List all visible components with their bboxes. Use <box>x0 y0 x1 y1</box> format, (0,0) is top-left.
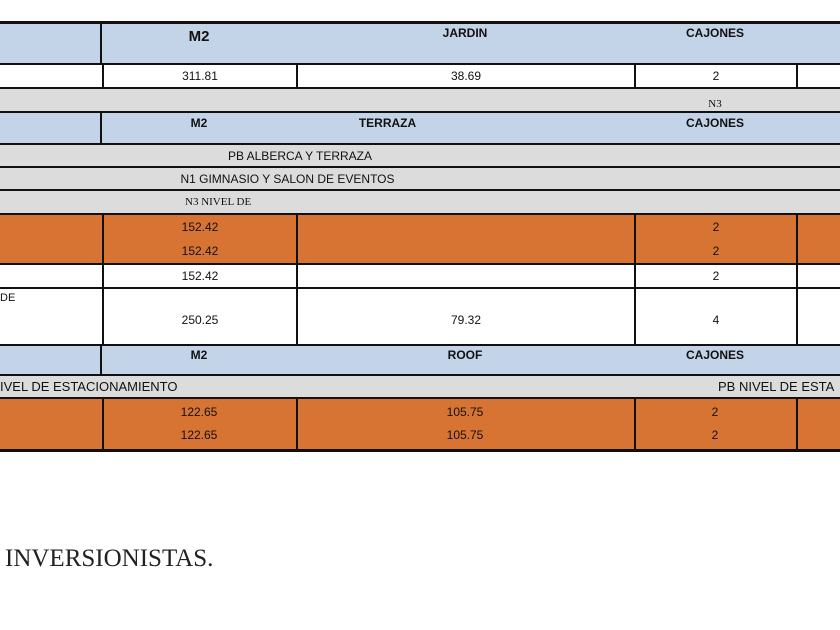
table-rule <box>0 374 840 376</box>
cell-extra <box>796 65 840 87</box>
table-rule <box>0 287 840 289</box>
band-n3 <box>0 89 840 111</box>
unit-row <box>0 215 840 239</box>
cell-m2: 152.42 <box>102 215 296 239</box>
cell-cajones: 2 <box>634 65 796 87</box>
footer-text: INVERSIONISTAS. <box>5 545 214 572</box>
header-cajones: CAJONES <box>685 26 744 40</box>
cell-roof: 105.75 <box>446 405 484 419</box>
table-rule <box>0 63 840 65</box>
cell-extra <box>796 215 840 239</box>
band-estac-left: IVEL DE ESTACIONAMIENTO <box>0 379 178 394</box>
cell-terraza <box>296 215 634 239</box>
unit-row <box>0 239 840 263</box>
unit-row <box>0 289 840 344</box>
table-rule <box>100 346 102 374</box>
table-rule <box>0 21 840 24</box>
header-terraza: TERRAZA <box>358 116 417 130</box>
table-rule <box>0 87 840 89</box>
cell-cajones: 4 <box>634 289 796 344</box>
table-rule <box>0 449 840 452</box>
cell-extra <box>796 239 840 263</box>
band-n3-label: N3 <box>708 98 722 110</box>
band-estac-right: PB NIVEL DE ESTA <box>718 379 835 394</box>
cell-cajones: 2 <box>634 239 796 263</box>
header-m2: M2 <box>190 116 208 130</box>
cell-terraza <box>296 239 634 263</box>
table-rule <box>0 111 840 113</box>
cell-cajones: 2 <box>711 405 719 419</box>
table-rule <box>0 166 840 168</box>
table-rule <box>100 23 102 63</box>
band-pb-label: PB ALBERCA Y TERRAZA <box>227 148 373 163</box>
header-row-roof <box>0 346 840 374</box>
table-rule <box>0 344 840 346</box>
header-row-jardin <box>0 23 840 63</box>
roof-row <box>0 424 840 446</box>
cell-m2: 152.42 <box>102 265 296 287</box>
cell-cajones: 2 <box>634 265 796 287</box>
band-estacionamiento <box>0 376 840 397</box>
cell-roof: 105.75 <box>446 428 484 442</box>
band-n1-gimnasio <box>0 168 840 189</box>
header-m2: M2 <box>190 348 208 362</box>
band-n1-label: N1 GIMNASIO Y SALON DE EVENTOS <box>180 171 395 186</box>
cell-m2: 311.81 <box>102 65 296 87</box>
table-rule <box>0 143 840 145</box>
cell-label: DE <box>0 292 16 304</box>
cell-cajones: 2 <box>634 215 796 239</box>
cell-m2: 122.65 <box>180 405 218 419</box>
header-roof: ROOF <box>447 348 483 362</box>
roof-row <box>0 401 840 423</box>
table-rule <box>0 189 840 191</box>
cell-m2: 250.25 <box>102 289 296 344</box>
table-rule <box>100 113 102 143</box>
cell-m2: 122.65 <box>180 428 218 442</box>
table-rule <box>0 397 840 399</box>
band-n3-nivel <box>0 191 840 213</box>
table-rule <box>0 213 840 215</box>
band-pb-alberca <box>0 145 840 166</box>
cell-cajones: 2 <box>711 428 719 442</box>
table-rule <box>0 263 840 265</box>
cell-extra <box>796 289 840 344</box>
cell-terraza: 79.32 <box>296 289 634 344</box>
header-cajones: CAJONES <box>685 348 744 362</box>
cell-m2: 152.42 <box>102 239 296 263</box>
unit-row <box>0 265 840 287</box>
unit-row-jardin <box>0 65 840 87</box>
cell-jardin: 38.69 <box>296 65 634 87</box>
cell-extra <box>796 265 840 287</box>
header-m2: M2 <box>188 28 210 45</box>
header-row-terraza <box>0 113 840 143</box>
band-n3-nivel-label: N3 NIVEL DE <box>185 196 252 208</box>
header-cajones: CAJONES <box>685 116 744 130</box>
header-jardin: JARDIN <box>442 26 488 40</box>
cell-terraza <box>296 265 634 287</box>
